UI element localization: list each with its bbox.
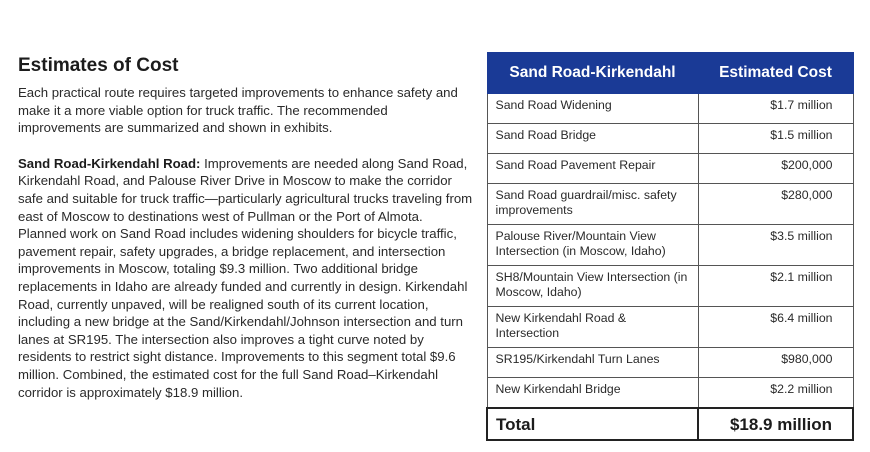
row-item: Sand Road Bridge <box>487 124 698 154</box>
detail-paragraph <box>18 155 473 401</box>
table-header-row <box>487 53 853 94</box>
intro-paragraph: Each practical route requires targeted improvements to enhance safety and make it a more viable option for truck traffic. The recommended improvements are summarized and shown in exhibits. <box>18 85 458 136</box>
row-cost: $280,000 <box>698 184 853 225</box>
table-row <box>487 184 853 225</box>
table-row <box>487 94 853 124</box>
section-title: Estimates of Cost <box>18 55 179 76</box>
row-cost: $2.1 million <box>698 266 853 307</box>
row-cost: $200,000 <box>698 154 853 184</box>
row-cost: $6.4 million <box>698 307 853 348</box>
cost-estimate-section <box>18 55 473 401</box>
table-row <box>487 348 853 378</box>
table-row <box>487 225 853 266</box>
total-row <box>487 408 853 440</box>
table-row <box>487 124 853 154</box>
detail-heading: Sand Road-Kirkendahl Road: <box>18 155 201 171</box>
detail-body: Improvements are needed along Sand Road, Kirkendahl Road, and Palouse River Drive in Moscow to make the corridor safe and suitable for truck traffic—particularly agricultural trucks traveling from east of Moscow to destinations west of Pullman or the Port of Almota. Planned work on Sand Road includes widening shoulders for bicycle traffic, pavement repair, safety upgrades, a bridge replacement, and intersection improvements in Moscow, totaling $9.3 million. Two additional bridge replacements in Idaho are already funded and currently in design. Kirkendahl Road, currently unpaved, will be realigned south of its current location, including a new bridge at the Sand/Kirkendahl/Johnson intersection and turn lanes at SR195. The intersection also improves a tight curve noted by residents to restrict sight distance. Improvements to this segment total $9.6 million. Combined, the estimated cost for the full Sand Road–Kirkendahl corridor is approximately $18.9 million. <box>18 155 473 400</box>
header-cost: Estimated Cost <box>698 53 853 94</box>
total-label: Total <box>487 408 698 440</box>
row-item: SH8/Mountain View Intersection (in Moscow, Idaho) <box>487 266 698 307</box>
table-row <box>487 378 853 409</box>
row-cost: $3.5 million <box>698 225 853 266</box>
cost-table <box>486 52 854 441</box>
row-item: Sand Road guardrail/misc. safety improvements <box>487 184 698 225</box>
table-row <box>487 154 853 184</box>
row-cost: $980,000 <box>698 348 853 378</box>
table-row <box>487 307 853 348</box>
row-cost: $1.7 million <box>698 94 853 124</box>
row-item: New Kirkendahl Bridge <box>487 378 698 409</box>
row-item: SR195/Kirkendahl Turn Lanes <box>487 348 698 378</box>
row-item: Sand Road Widening <box>487 94 698 124</box>
row-cost: $2.2 million <box>698 378 853 409</box>
row-item: New Kirkendahl Road & Intersection <box>487 307 698 348</box>
header-project: Sand Road-Kirkendahl <box>487 53 698 94</box>
table-row <box>487 266 853 307</box>
row-item: Sand Road Pavement Repair <box>487 154 698 184</box>
total-value: $18.9 million <box>698 408 853 440</box>
row-item: Palouse River/Mountain View Intersection (in Moscow, Idaho) <box>487 225 698 266</box>
row-cost: $1.5 million <box>698 124 853 154</box>
